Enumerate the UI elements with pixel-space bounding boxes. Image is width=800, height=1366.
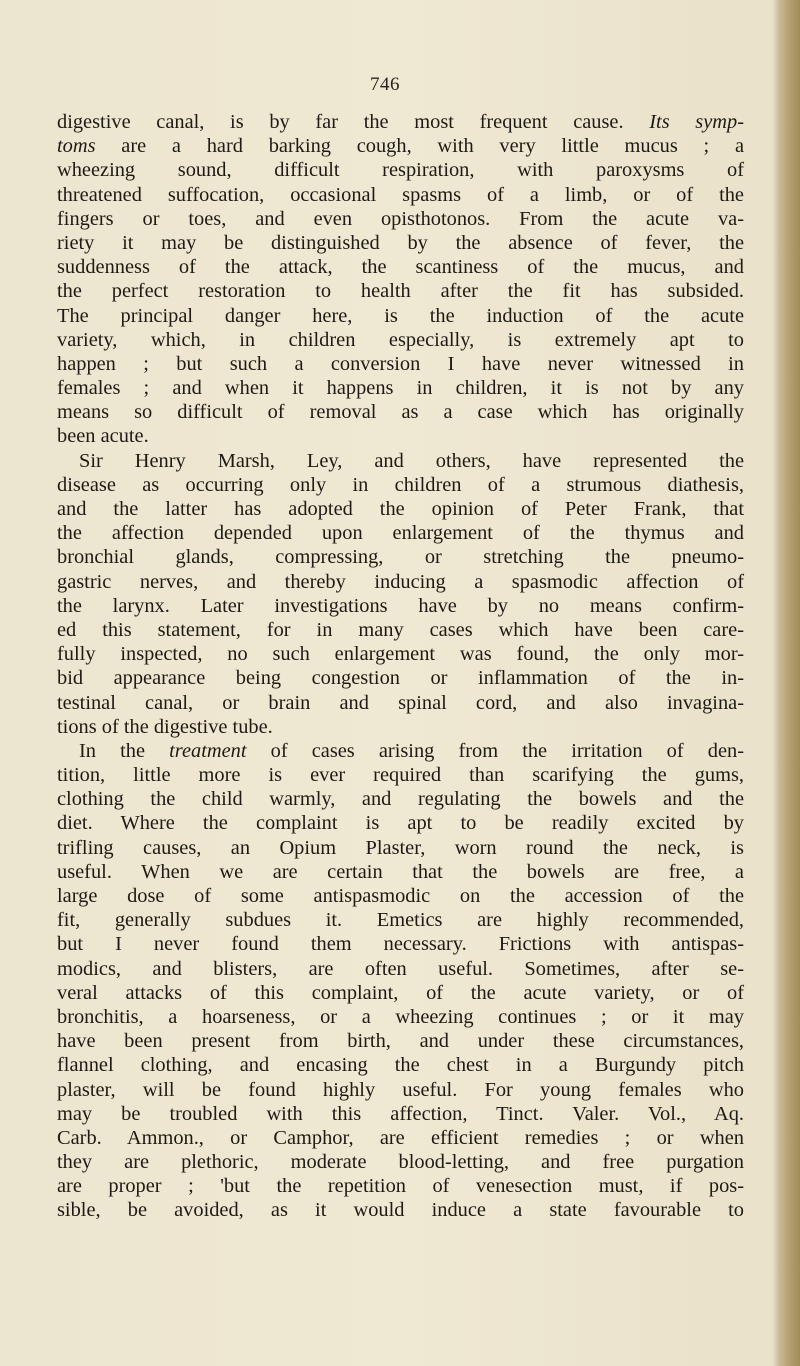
- text-line: fit, generally subdues it. Emetics are highly recommended,: [57, 909, 744, 932]
- text-line: the perfect restoration to health after the fit has subsided.: [57, 280, 744, 303]
- page-number: 746: [370, 74, 400, 95]
- text-line: are proper ; 'but the repetition of venesection must, if pos-: [57, 1175, 744, 1198]
- paragraph-start-line: In the treatment of cases arising from the irritation of den-: [79, 739, 744, 762]
- text-line: riety it may be distinguished by the absence of fever, the: [57, 231, 744, 254]
- text-line: Carb. Ammon., or Camphor, are efficient remedies ; or when: [57, 1126, 744, 1149]
- text-line: diet. Where the complaint is apt to be readily excited by: [57, 812, 744, 835]
- text-line: females ; and when it happens in children, it is not by any: [57, 377, 744, 400]
- text-line: digestive canal, is by far the most frequent cause. Its symp-: [57, 111, 745, 133]
- text-line: bronchial glands, compressing, or stretching the pneumo-: [57, 546, 744, 569]
- text-line: fully inspected, no such enlargement was found, the only mor-: [57, 643, 744, 666]
- text-line: tition, little more is ever required than scarifying the gums,: [57, 764, 744, 787]
- text-line: suddenness of the attack, the scantiness of the mucus, and: [57, 256, 744, 279]
- text-line: threatened suffocation, occasional spasms of a limb, or of the: [57, 183, 744, 206]
- text-line: testinal canal, or brain and spinal cord, and also invagina-: [57, 691, 744, 714]
- text-line: sible, be avoided, as it would induce a state favourable to: [57, 1199, 744, 1222]
- text-line: The principal danger here, is the induction of the acute: [57, 304, 744, 327]
- text-line: flannel clothing, and encasing the chest in a Burgundy pitch: [57, 1054, 744, 1077]
- text-line: the affection depended upon enlargement of the thymus and: [57, 522, 744, 545]
- text-line: the larynx. Later investigations have by no means confirm-: [57, 594, 744, 617]
- text-line: clothing the child warmly, and regulating the bowels and the: [57, 788, 744, 811]
- text-line: modics, and blisters, are often useful. Sometimes, after se-: [57, 957, 744, 980]
- text-line: useful. When we are certain that the bowels are free, a: [57, 860, 744, 883]
- text-line: gastric nerves, and thereby inducing a spasmodic affection of: [57, 570, 744, 593]
- text-line: bronchitis, a hoarseness, or a wheezing continues ; or it may: [57, 1005, 744, 1028]
- text-line: tions of the digestive tube.: [57, 715, 273, 738]
- text-line: trifling causes, an Opium Plaster, worn round the neck, is: [57, 836, 744, 859]
- text-line: and the latter has adopted the opinion of Peter Frank, that: [57, 498, 744, 520]
- text-line: happen ; but such a conversion I have never witnessed in: [57, 352, 744, 375]
- text-line: toms are a hard barking cough, with very little mucus ; a: [57, 135, 744, 158]
- book-spine-edge: [778, 0, 800, 1366]
- text-line: disease as occurring only in children of a strumous diathesis,: [57, 473, 744, 496]
- text-line: wheezing sound, difficult respiration, with paroxysms of: [57, 159, 744, 182]
- paragraph-start-line: Sir Henry Marsh, Ley, and others, have represented the: [79, 449, 744, 472]
- text-line: large dose of some antispasmodic on the accession of the: [57, 885, 744, 907]
- text-line: veral attacks of this complaint, of the acute variety, or of: [57, 981, 744, 1004]
- text-line: but I never found them necessary. Frictions with antispas-: [57, 933, 744, 956]
- text-line: bid appearance being congestion or inflammation of the in-: [57, 667, 744, 690]
- body-text: [57, 110, 744, 1223]
- text-line: plaster, will be found highly useful. For young females who: [57, 1078, 744, 1101]
- text-line: fingers or toes, and even opisthotonos. From the acute va-: [57, 207, 744, 230]
- text-line: means so difficult of removal as a case which has originally: [57, 401, 744, 424]
- text-line: been acute.: [57, 425, 149, 448]
- text-line: they are plethoric, moderate blood-letting, and free purgation: [57, 1151, 744, 1174]
- text-line: ed this statement, for in many cases which have been care-: [57, 618, 744, 641]
- text-line: variety, which, in children especially, is extremely apt to: [57, 328, 744, 351]
- text-line: have been present from birth, and under these circumstances,: [57, 1030, 744, 1053]
- text-line: may be troubled with this affection, Tinct. Valer. Vol., Aq.: [57, 1102, 744, 1125]
